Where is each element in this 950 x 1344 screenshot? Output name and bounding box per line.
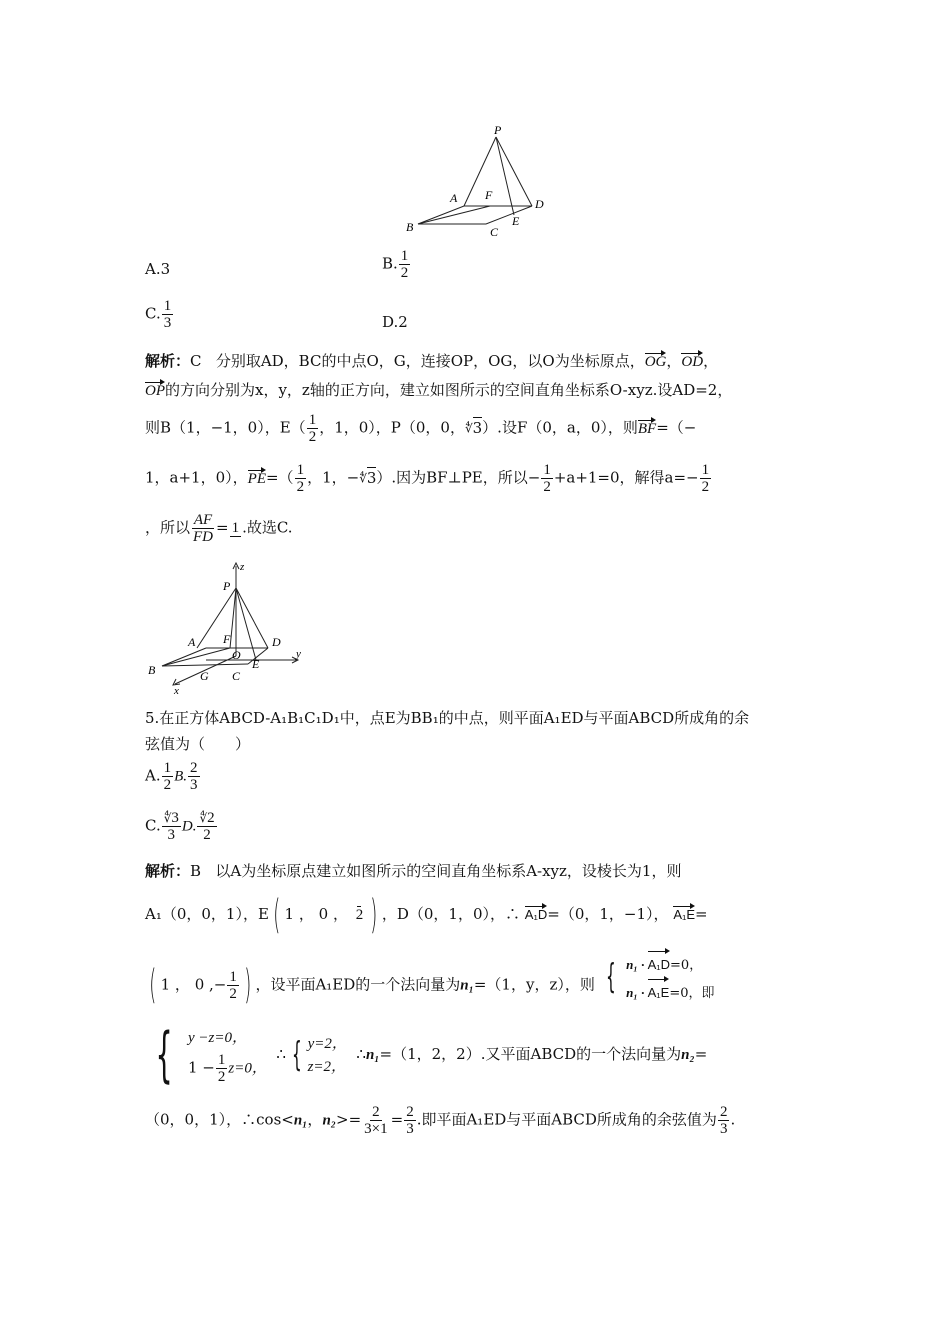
label-C: C xyxy=(490,225,499,239)
label-F: F xyxy=(223,632,231,646)
label-D: D xyxy=(272,635,281,649)
axis-z-label: z xyxy=(240,561,245,573)
q4-solution-line-3: 则B（1，−1，0），E（ $\frac{1}{2}$ ，1，0），P（0，0，∜3）.设F（0，a，0），则BF=（− xyxy=(145,412,697,446)
q4-solution-line-2: OP的方向分别为x，y，z轴的正方向，建立如图所示的空间直角坐标系O-xyz.设AD=2， xyxy=(145,381,733,399)
axis-y-label: y xyxy=(296,648,301,660)
label-B: B xyxy=(406,220,414,234)
q5-solution-line-5: （0，0，1），∴cos<n₁，n₂>= $\frac{2}{3\times 1}$ = $\frac{2}{3}$ .即平面A₁ED与平面ABCD所成角的余弦值为 $\frac{2}{3}$ . xyxy=(145,1104,736,1138)
axis-x-label: x xyxy=(174,685,179,697)
label-A: A xyxy=(188,635,196,649)
q4-solution-line-5: ，所以 $\frac{AF}{FD}$ = 1 .故选C. xyxy=(145,512,293,546)
label-A: A xyxy=(450,191,458,205)
q5-solution-line-4: { y −z=0， 1 − $\frac{1}{2}$ z=0， ∴ { y=2， z=2， ∴n₁=（1，2，2）.又平面ABCD的一个法向量为n₂= xyxy=(155,1020,708,1090)
q5-solution-line-3: ( 1 ， 0 ,− $\frac{1}{2}$ ) ，设平面A₁ED的一个法向量为n₁=（1，y，z），则 { n₁ · A₁D=0， n₁ · A₁E=0，即 xyxy=(145,957,714,1014)
label-E: E xyxy=(252,657,260,671)
q5-stem-line-1: 5.在正方体ABCD-A₁B₁C₁D₁中，点E为BB₁的中点，则平面A₁ED与平面ABCD所成角的余 xyxy=(145,709,750,727)
option-a: A.3 xyxy=(145,260,171,278)
q5-solution-line-1: 解析：B 以A为坐标原点建立如图所示的空间直角坐标系A-xyz，设棱长为1，则 xyxy=(145,862,682,880)
option-b: B. $\frac{1}{2}$ xyxy=(382,248,409,282)
label-O: O xyxy=(232,648,241,662)
q4-solution-line-1: 解析：C 分别取AD，BC的中点O，G，连接OP，OG，以O为坐标原点，OG，OD， xyxy=(145,352,719,370)
label-P: P xyxy=(223,579,231,593)
option-d: D.2 xyxy=(382,313,408,331)
q4-solution-line-4: 1，a+1，0），PE=（ $\frac{1}{2}$ ，1，−∜3）.因为BF⊥PE，所以− $\frac{1}{2}$ +a+1=0，解得a=− $\frac{1}{2}$ xyxy=(145,462,710,496)
label-C: C xyxy=(232,669,241,683)
q5-options-cd: C. $\frac{∜3}{3}$ D. $\frac{∜2}{2}$ xyxy=(145,810,215,844)
q5-stem-line-2: 弦值为（ ） xyxy=(145,735,251,753)
q5-options-ab: A. $\frac{1}{2}$ B. $\frac{2}{3}$ xyxy=(145,760,198,794)
label-G: G xyxy=(200,669,209,683)
label-P: P xyxy=(494,123,502,137)
label-F: F xyxy=(485,188,493,202)
pyramid-figure xyxy=(400,120,560,245)
label-B: B xyxy=(148,663,156,677)
coordinate-figure xyxy=(140,560,320,700)
q5-solution-line-2: A₁（0，0，1），E ( 1 ， 0 ， 2 ) ，D（0，1，0），∴ A₁D=（0，1，−1）， A₁E= xyxy=(145,892,708,938)
label-E: E xyxy=(512,214,520,228)
label-D: D xyxy=(535,197,544,211)
option-c: C. $\frac{1}{3}$ xyxy=(145,298,172,332)
